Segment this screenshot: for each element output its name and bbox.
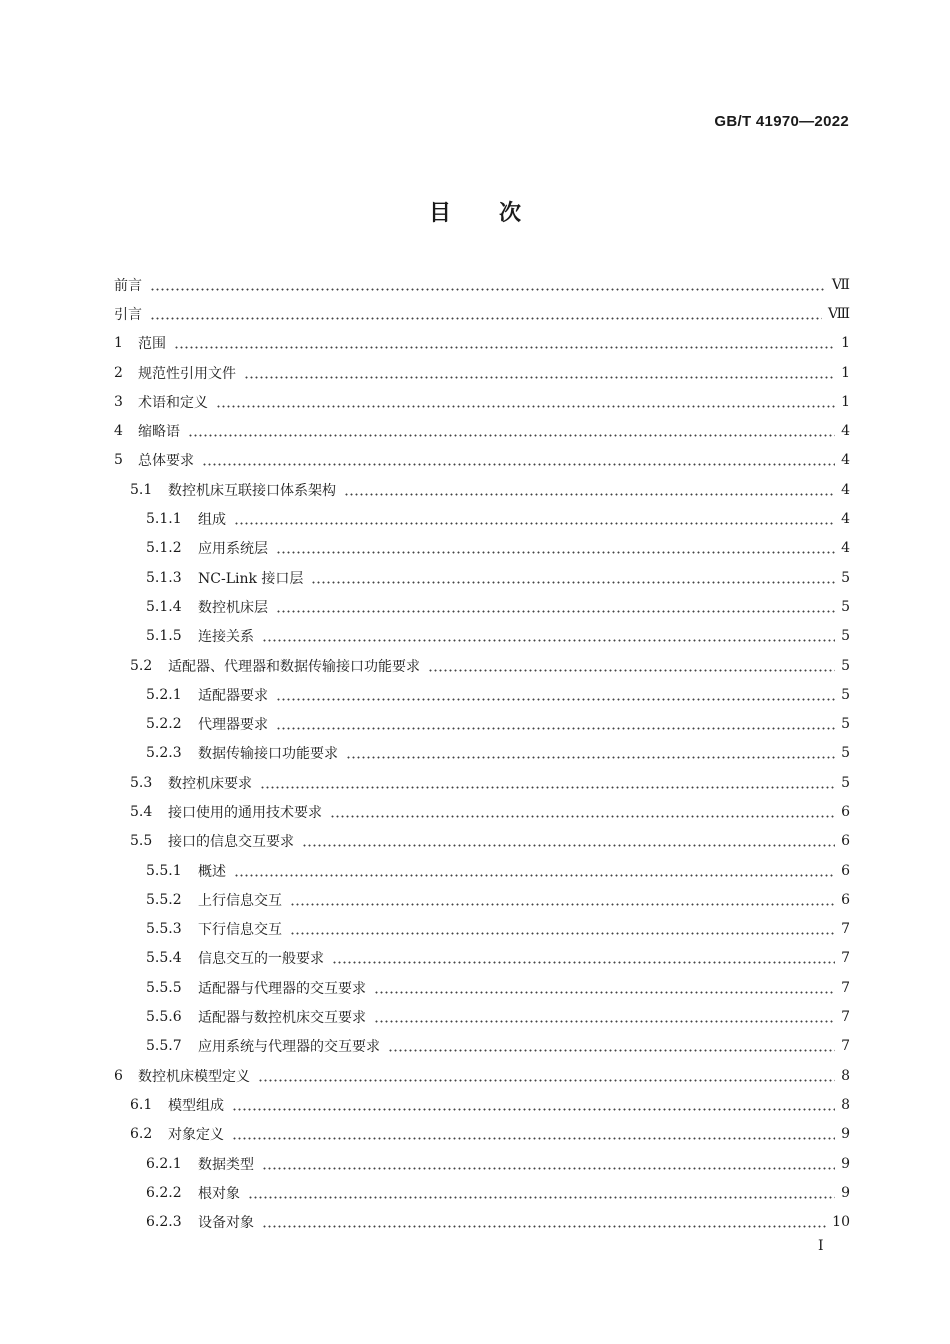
toc-entry[interactable]	[114, 651, 850, 680]
toc-entry-page: 7	[841, 1038, 850, 1055]
toc-entry-number: 6.2.3	[146, 1214, 182, 1231]
toc-entry-title: 根对象	[198, 1185, 240, 1202]
toc-entry-page: 6	[841, 891, 850, 908]
toc-entry[interactable]	[114, 592, 850, 621]
toc-entry-number: 6	[114, 1067, 123, 1084]
toc-entry-page: 9	[841, 1126, 850, 1143]
toc-entry-title: 适配器与数控机床交互要求	[198, 1010, 366, 1027]
toc-entry[interactable]	[114, 1149, 850, 1178]
toc-entry[interactable]	[114, 944, 850, 973]
toc-entry-number: 5.3	[130, 774, 153, 791]
page-title: 目次	[428, 200, 569, 226]
toc-entry-title: 接口的信息交互要求	[168, 834, 294, 851]
toc-entry-page: 5	[841, 657, 850, 674]
toc-entry-title: 范围	[138, 336, 166, 353]
toc-entry-number: 5.5.6	[146, 1009, 182, 1026]
toc-dot-leader	[344, 483, 835, 497]
toc-dot-leader	[388, 1039, 835, 1053]
toc-entry[interactable]	[114, 504, 850, 533]
toc-dot-leader	[290, 893, 835, 907]
toc-entry-number: 6.2.1	[146, 1155, 182, 1172]
toc-entry-number: 5.2.1	[146, 686, 182, 703]
toc-entry-page: 5	[841, 628, 850, 645]
toc-dot-leader	[374, 1010, 835, 1024]
toc-entry-page: 7	[841, 921, 850, 938]
toc-entry-number: 5.5.3	[146, 921, 182, 938]
page-number: I	[818, 1238, 824, 1254]
toc-entry-number: 5.5.1	[146, 862, 182, 879]
toc-entry-number: 1	[114, 335, 123, 352]
toc-entry-page: 1	[841, 335, 850, 352]
toc-entry[interactable]	[114, 1061, 850, 1090]
toc-dot-leader	[260, 776, 835, 790]
toc-entry[interactable]	[114, 329, 850, 358]
toc-entry-page: 9	[841, 1184, 850, 1201]
toc-entry-number: 6.1	[130, 1096, 153, 1113]
toc-entry[interactable]	[114, 973, 850, 1002]
toc-entry-page: 7	[841, 979, 850, 996]
toc-entry[interactable]	[114, 709, 850, 738]
toc-entry-title: 上行信息交互	[198, 892, 282, 909]
toc-entry-page: 5	[841, 686, 850, 703]
toc-entry-number: 6.2	[130, 1126, 153, 1143]
toc-dot-leader	[174, 336, 835, 350]
toc-entry-title: 数据传输接口功能要求	[198, 746, 338, 763]
toc-dot-leader	[262, 1157, 835, 1171]
toc-entry-number: 5.5.2	[146, 891, 182, 908]
toc-entry-page: 5	[841, 745, 850, 762]
toc-entry-title: 代理器要求	[198, 717, 268, 734]
toc-entry[interactable]	[114, 1090, 850, 1119]
toc-entry-title: 总体要求	[138, 453, 194, 470]
toc-dot-leader	[332, 951, 835, 965]
toc-entry-number: 5.5	[130, 833, 153, 850]
toc-dot-leader	[311, 571, 835, 585]
toc-dot-leader	[276, 717, 835, 731]
toc-entry-number: 5.1.1	[146, 511, 182, 528]
toc-entry-page: 7	[841, 950, 850, 967]
toc-entry-page: Ⅶ	[831, 276, 850, 293]
toc-entry[interactable]	[114, 1178, 850, 1207]
toc-entry-title: 引言	[114, 306, 142, 323]
toc-entry-title: 对象定义	[168, 1127, 224, 1144]
toc-entry-page: 6	[841, 833, 850, 850]
toc-entry-title: 规范性引用文件	[138, 365, 236, 382]
table-of-contents	[114, 270, 850, 1237]
toc-entry[interactable]	[114, 1002, 850, 1031]
toc-entry-page: Ⅷ	[827, 305, 850, 322]
toc-dot-leader	[248, 1186, 835, 1200]
toc-dot-leader	[346, 746, 835, 760]
toc-entry[interactable]	[114, 299, 850, 328]
toc-entry-title: 设备对象	[198, 1215, 254, 1232]
toc-dot-leader	[302, 834, 835, 848]
toc-entry-title: 应用系统与代理器的交互要求	[198, 1039, 380, 1056]
toc-entry-number: 2	[114, 364, 123, 381]
toc-entry-number: 3	[114, 393, 123, 410]
toc-entry-title: NC-Link 接口层	[198, 570, 304, 587]
toc-dot-leader	[150, 278, 826, 292]
toc-entry[interactable]	[114, 1120, 850, 1149]
toc-entry[interactable]	[114, 1208, 850, 1237]
toc-entry-title: 接口使用的通用技术要求	[168, 804, 322, 821]
toc-dot-leader	[234, 864, 835, 878]
toc-entry-title: 数控机床模型定义	[138, 1068, 250, 1085]
toc-entry[interactable]	[114, 739, 850, 768]
toc-entry[interactable]	[114, 856, 850, 885]
toc-dot-leader	[258, 1069, 835, 1083]
toc-entry-number: 5.1.4	[146, 598, 182, 615]
toc-entry[interactable]	[114, 797, 850, 826]
toc-entry-page: 9	[841, 1155, 850, 1172]
toc-entry-page: 8	[841, 1096, 850, 1113]
toc-entry-number: 5.5.7	[146, 1038, 182, 1055]
toc-entry-number: 5.4	[130, 803, 153, 820]
toc-entry-title: 术语和定义	[138, 394, 208, 411]
toc-entry-number: 5	[114, 452, 123, 469]
toc-dot-leader	[232, 1098, 835, 1112]
toc-dot-leader	[276, 600, 835, 614]
toc-dot-leader	[244, 366, 835, 380]
toc-entry-page: 5	[841, 716, 850, 733]
toc-entry-page: 4	[841, 481, 850, 498]
toc-entry-number: 4	[114, 423, 123, 440]
toc-entry-number: 5.1.3	[146, 569, 182, 586]
toc-entry-title: 组成	[198, 512, 226, 529]
toc-entry[interactable]	[114, 446, 850, 475]
toc-entry[interactable]	[114, 358, 850, 387]
toc-dot-leader	[330, 805, 835, 819]
toc-entry[interactable]	[114, 768, 850, 797]
toc-entry-page: 4	[841, 540, 850, 557]
toc-dot-leader	[188, 424, 835, 438]
toc-entry-page: 5	[841, 598, 850, 615]
toc-dot-leader	[262, 629, 835, 643]
toc-dot-leader	[234, 512, 835, 526]
toc-entry-page: 5	[841, 569, 850, 586]
toc-entry-page: 10	[832, 1214, 850, 1231]
toc-entry-page: 4	[841, 452, 850, 469]
toc-dot-leader	[150, 307, 822, 321]
toc-entry-title: 数控机床层	[198, 599, 268, 616]
toc-entry-title: 应用系统层	[198, 541, 268, 558]
toc-dot-leader	[290, 922, 835, 936]
standard-code: GB/T 41970—2022	[714, 113, 849, 130]
toc-entry[interactable]	[114, 622, 850, 651]
toc-entry-number: 5.1.5	[146, 628, 182, 645]
toc-entry-title: 下行信息交互	[198, 922, 282, 939]
toc-dot-leader	[216, 395, 835, 409]
toc-entry-number: 5.5.4	[146, 950, 182, 967]
toc-entry-title: 适配器、代理器和数据传输接口功能要求	[168, 658, 420, 675]
toc-entry-page: 6	[841, 803, 850, 820]
toc-entry-page: 1	[841, 393, 850, 410]
toc-entry-page: 1	[841, 364, 850, 381]
toc-entry-title: 连接关系	[198, 629, 254, 646]
toc-entry[interactable]	[114, 1032, 850, 1061]
toc-entry-title: 适配器与代理器的交互要求	[198, 980, 366, 997]
toc-entry-number: 5.1	[130, 481, 153, 498]
toc-entry-page: 4	[841, 423, 850, 440]
toc-entry[interactable]	[114, 387, 850, 416]
toc-entry[interactable]	[114, 416, 850, 445]
toc-entry-page: 8	[841, 1067, 850, 1084]
toc-entry[interactable]	[114, 534, 850, 563]
toc-entry-title: 数控机床互联接口体系架构	[168, 482, 336, 499]
toc-dot-leader	[232, 1127, 835, 1141]
toc-dot-leader	[202, 453, 835, 467]
toc-entry-title: 模型组成	[168, 1097, 224, 1114]
toc-entry-title: 数据类型	[198, 1156, 254, 1173]
toc-entry-page: 6	[841, 862, 850, 879]
toc-entry-title: 数控机床要求	[168, 775, 252, 792]
toc-entry-title: 前言	[114, 277, 142, 294]
toc-dot-leader	[262, 1215, 826, 1229]
toc-entry[interactable]	[114, 680, 850, 709]
toc-entry[interactable]	[114, 475, 850, 504]
toc-entry-page: 5	[841, 774, 850, 791]
toc-entry[interactable]	[114, 827, 850, 856]
toc-entry-number: 5.1.2	[146, 540, 182, 557]
toc-dot-leader	[276, 541, 835, 555]
toc-entry[interactable]	[114, 885, 850, 914]
toc-entry-title: 缩略语	[138, 424, 180, 441]
toc-entry-number: 6.2.2	[146, 1184, 182, 1201]
toc-entry-title: 概述	[198, 863, 226, 880]
toc-entry-number: 5.5.5	[146, 979, 182, 996]
toc-entry-title: 信息交互的一般要求	[198, 951, 324, 968]
toc-entry-number: 5.2.2	[146, 716, 182, 733]
toc-entry[interactable]	[114, 915, 850, 944]
toc-entry-page: 4	[841, 511, 850, 528]
toc-dot-leader	[428, 659, 835, 673]
toc-entry-number: 5.2	[130, 657, 153, 674]
toc-entry[interactable]	[114, 270, 850, 299]
toc-entry[interactable]	[114, 563, 850, 592]
toc-dot-leader	[276, 688, 835, 702]
toc-entry-number: 5.2.3	[146, 745, 182, 762]
toc-entry-title: 适配器要求	[198, 687, 268, 704]
toc-dot-leader	[374, 981, 835, 995]
toc-entry-page: 7	[841, 1009, 850, 1026]
